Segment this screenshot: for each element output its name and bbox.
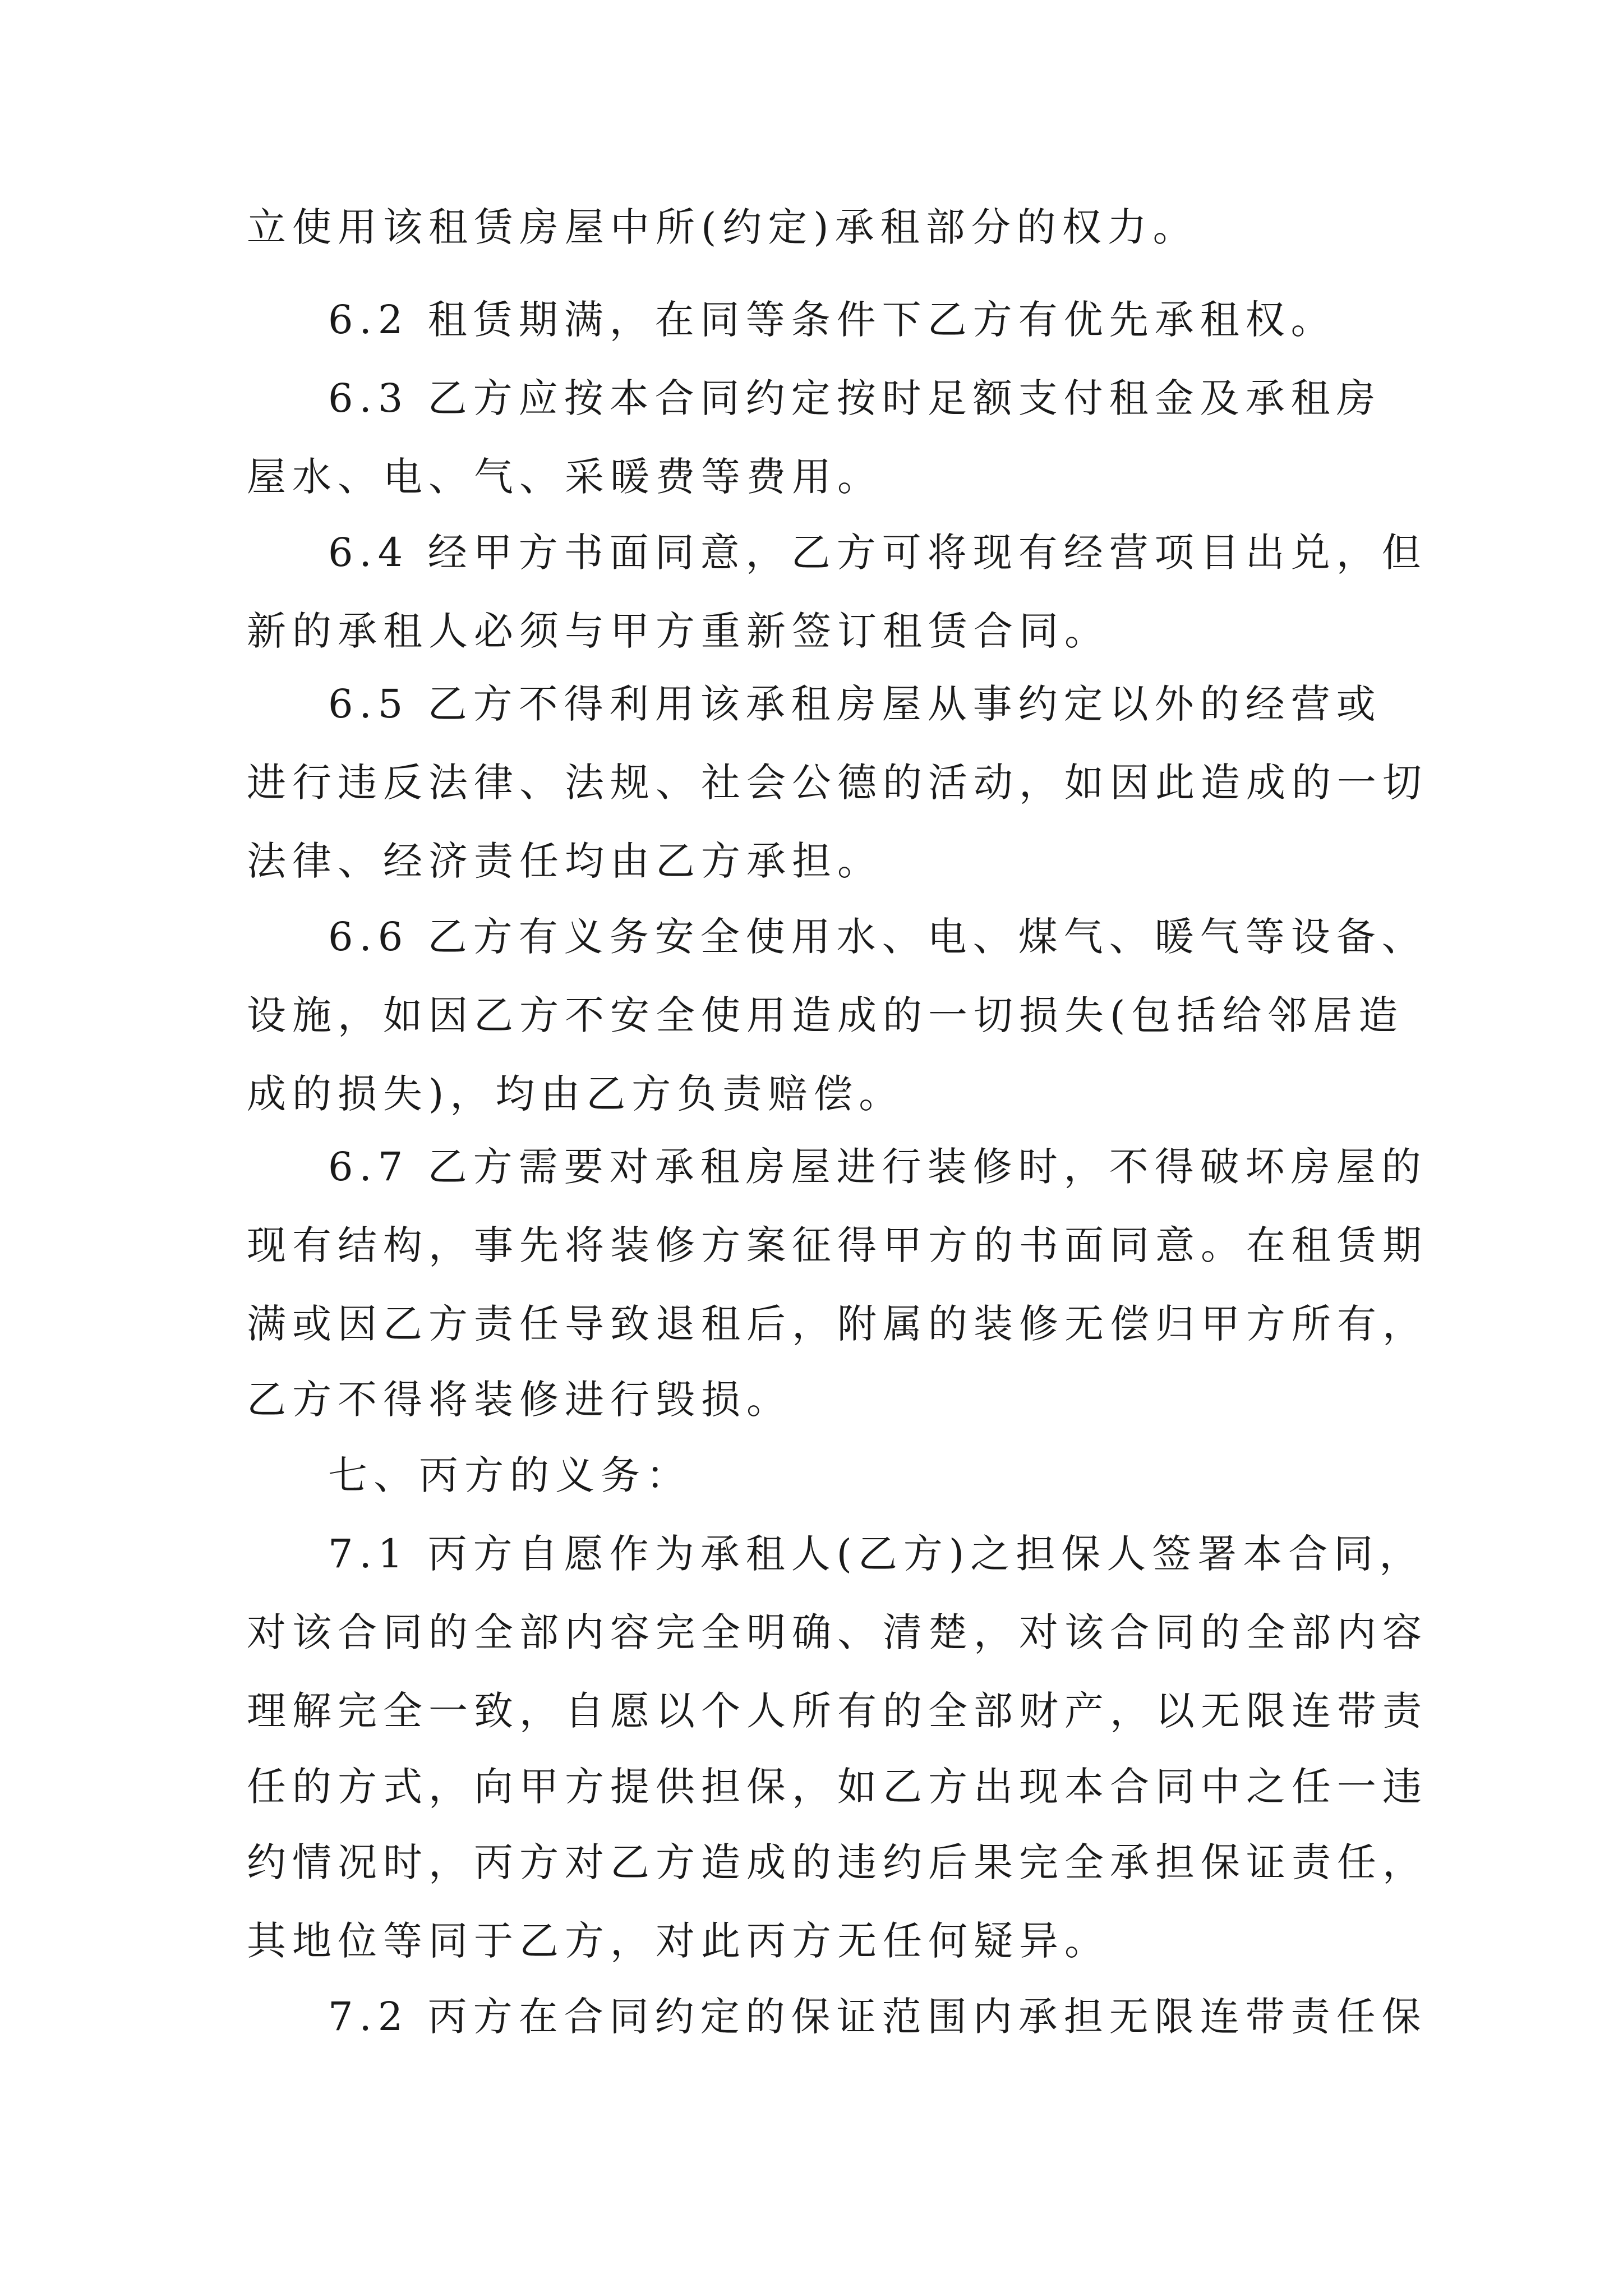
clause-6-6: 6.6 乙方有义务安全使用水、电、煤气、暖气等设备、 — [328, 914, 1427, 960]
text-line: 对该合同的全部内容完全明确、清楚，对该合同的全部内容 — [247, 1609, 1428, 1655]
text-line: 立使用该租赁房屋中所(约定)承租部分的权力。 — [247, 204, 1198, 250]
text-line: 约情况时，丙方对乙方造成的违约后果完全承担保证责任， — [247, 1839, 1428, 1885]
text-line: 新的承租人必须与甲方重新签订租赁合同。 — [247, 608, 1110, 654]
text-line: 理解完全一致，自愿以个人所有的全部财产，以无限连带责 — [247, 1688, 1428, 1734]
text-line: 设施，如因乙方不安全使用造成的一切损失(包括给邻居造 — [247, 992, 1404, 1038]
clause-6-5: 6.5 乙方不得利用该承租房屋从事约定以外的经营或 — [328, 681, 1382, 727]
clause-7-1: 7.1 丙方自愿作为承租人(乙方)之担保人签署本合同， — [328, 1531, 1425, 1577]
clause-7-2: 7.2 丙方在合同约定的保证范围内承担无限连带责任保 — [328, 1994, 1427, 2040]
text-line: 现有结构，事先将装修方案征得甲方的书面同意。在租赁期 — [247, 1222, 1428, 1268]
clause-6-7: 6.7 乙方需要对承租房屋进行装修时，不得破坏房屋的 — [328, 1144, 1427, 1190]
text-line: 进行违反法律、法规、社会公德的活动，如因此造成的一切 — [247, 760, 1428, 806]
clause-6-4: 6.4 经甲方书面同意，乙方可将现有经营项目出兑，但 — [328, 530, 1427, 576]
section-heading: 七、丙方的义务： — [328, 1452, 691, 1498]
text-line: 任的方式，向甲方提供担保，如乙方出现本合同中之任一违 — [247, 1764, 1428, 1810]
text-line: 其地位等同于乙方，对此丙方无任何疑异。 — [247, 1918, 1110, 1964]
text-line: 成的损失)，均由乙方负责赔偿。 — [247, 1071, 905, 1117]
clause-6-3: 6.3 乙方应按本合同约定按时足额支付租金及承租房 — [328, 375, 1382, 421]
text-line: 满或因乙方责任导致退租后，附属的装修无偿归甲方所有， — [247, 1301, 1428, 1347]
text-line: 乙方不得将装修进行毁损。 — [247, 1377, 792, 1423]
clause-6-2: 6.2 租赁期满，在同等条件下乙方有优先承租权。 — [328, 297, 1336, 343]
text-line: 屋水、电、气、采暖费等费用。 — [247, 454, 883, 500]
text-line: 法律、经济责任均由乙方承担。 — [247, 838, 883, 884]
